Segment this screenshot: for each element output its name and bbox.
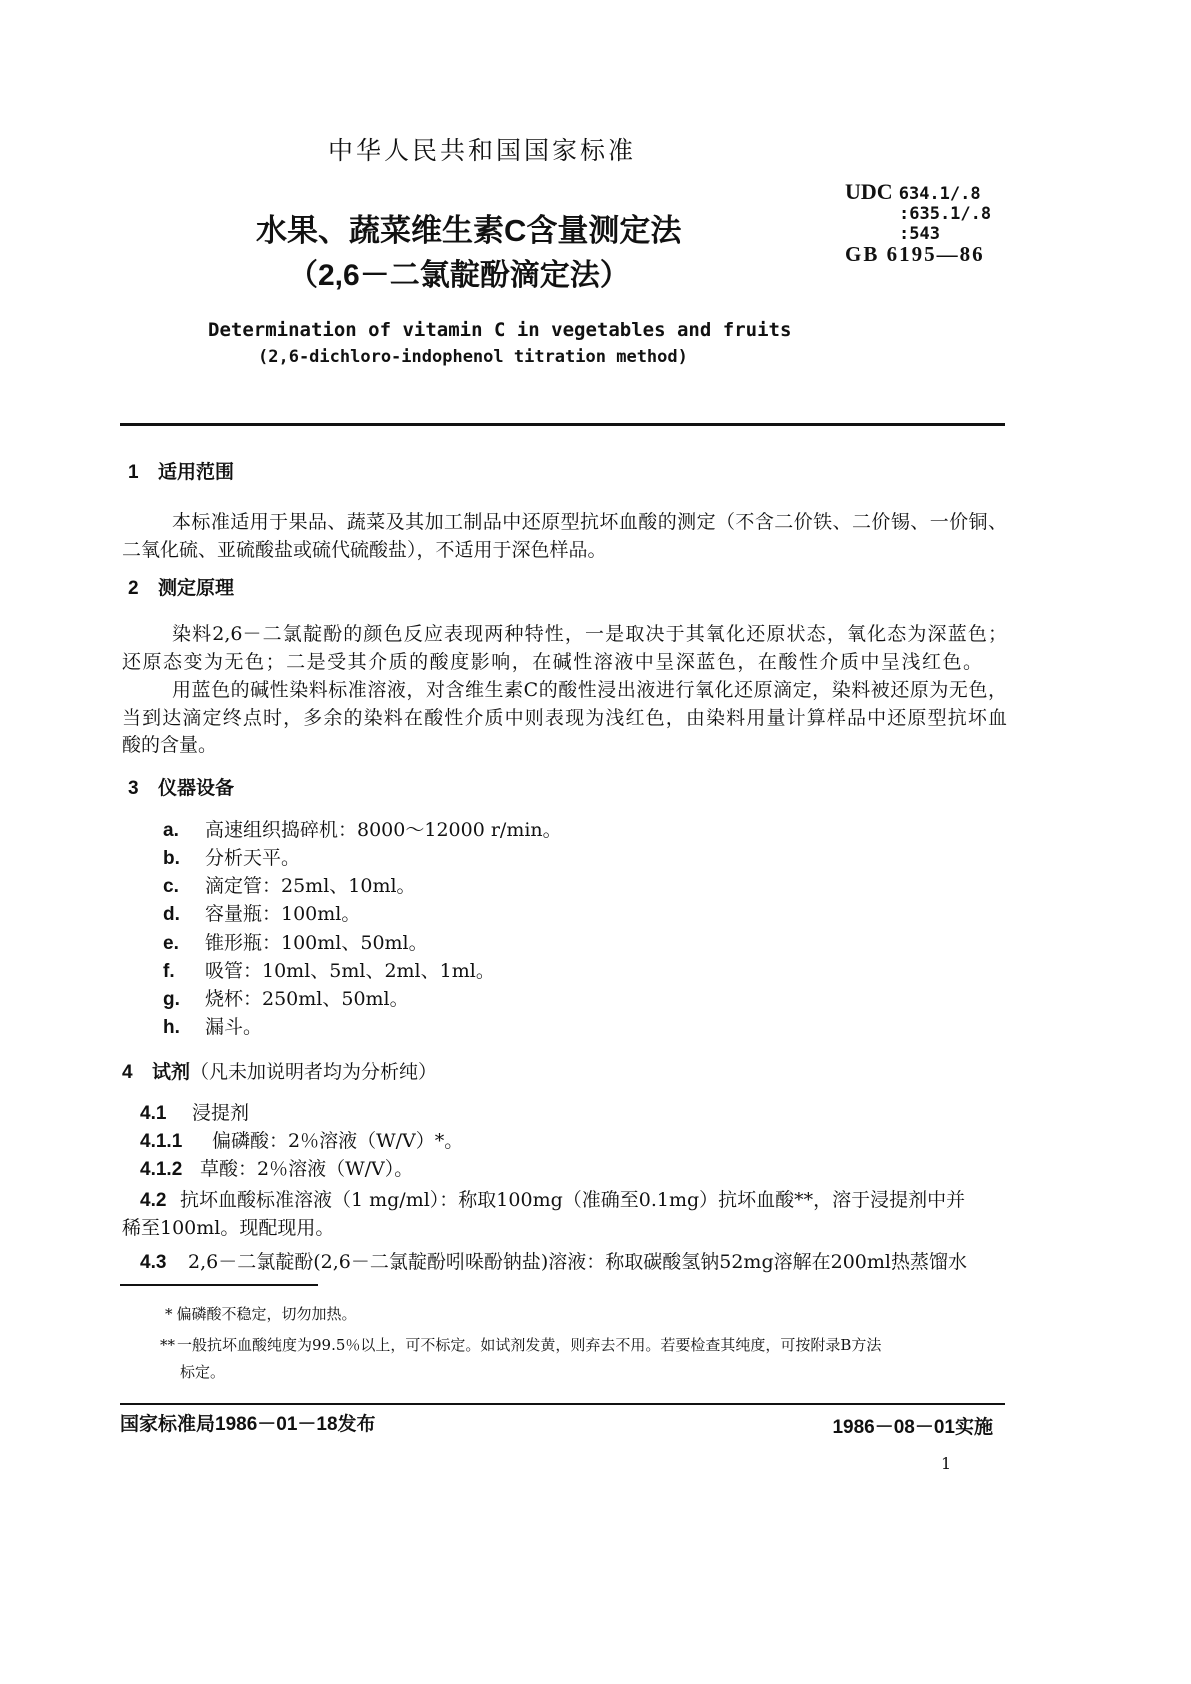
udc-code-1: 634.1/.8 [898,184,981,204]
udc-label: UDC [845,179,893,204]
footnote-2: ** 一般抗坏血酸纯度为99.5％以上，可不标定。如试剂发黄，则弃去不用。若要检查其纯度，可按附录B方法 [160,1336,882,1354]
clause-4-3: 4.3 2,6－二氯靛酚(2,6－二氯靛酚吲哚酚钠盐)溶液：称取碳酸氢钠52mg溶解在200ml热蒸馏水 [140,1251,967,1273]
effective-date: 1986－08－01实施 [832,1417,993,1438]
list-item: d. 容量瓶：100ml。 [163,903,361,925]
section-2-heading: 2 测定原理 [128,578,235,599]
clause-4-2: 4.2 抗坏血酸标准溶液（1 mg/ml）：称取100mg（准确至0.1mg）抗坏血酸**，溶于浸提剂中并 [140,1189,966,1211]
section-1-heading: 1 适用范围 [128,462,235,483]
udc-code-3: :543 [899,224,940,244]
clause-4-2-cont: 稀至100ml。现配现用。 [122,1217,335,1239]
page-number: 1 [941,1454,952,1473]
header-rule [120,423,1005,426]
gb-number: GB 6195—86 [845,242,985,266]
clause-4-1: 4.1 浸提剂 [140,1102,250,1124]
section-3-heading: 3 仪器设备 [128,778,235,799]
list-item: b. 分析天平。 [163,847,301,869]
clause-4-1-1: 4.1.1 偏磷酸：2％溶液（W/V）*。 [140,1130,464,1152]
subtitle-cn: （2,6－二氯靛酚滴定法） [288,259,630,292]
section-1-text: 二氧化硫、亚硫酸盐或硫代硫酸盐），不适用于深色样品。 [122,539,607,561]
udc-code-2: :635.1/.8 [899,204,992,224]
section-2-text: 还原态变为无色；二是受其介质的酸度影响，在碱性溶液中呈深蓝色，在酸性介质中呈浅红色。 [122,651,982,673]
section-1-text: 本标准适用于果品、蔬菜及其加工制品中还原型抗坏血酸的测定（不含二价铁、二价锡、一价铜、 [172,511,1007,533]
section-2-text: 染料2,6－二氯靛酚的颜色反应表现两种特性，一是取决于其氧化还原状态，氧化态为深蓝色； [172,623,1007,645]
section-4-heading: 4 试剂（凡未加说明者均为分析纯） [122,1061,438,1083]
section-2-text: 用蓝色的碱性染料标准溶液，对含维生素C的酸性浸出液进行氧化还原滴定，染料被还原为无色， [172,679,1007,701]
footnote-rule [120,1284,318,1286]
section-2-text: 当到达滴定终点时，多余的染料在酸性介质中则表现为浅红色，由染料用量计算样品中还原型抗坏血 [122,707,1007,729]
title-en: Determination of vitamin C in vegetables and fruits [208,319,792,341]
footer-rule [120,1403,1005,1405]
issue-date: 国家标准局1986－01－18发布 [120,1414,376,1435]
list-item: h. 漏斗。 [163,1016,263,1038]
list-item: a. 高速组织捣碎机：8000～12000 r/min。 [163,819,562,841]
title-cn: 水果、蔬菜维生素C含量测定法 [256,213,682,248]
clause-4-1-2: 4.1.2 草酸：2％溶液（W/V）。 [140,1158,414,1180]
list-item: c. 滴定管：25ml、10ml。 [163,875,416,897]
list-item: g. 烧杯：250ml、50ml。 [163,988,409,1010]
list-item: e. 锥形瓶：100ml、50ml。 [163,932,428,954]
section-2-text: 酸的含量。 [122,734,218,756]
national-standard-heading: 中华人民共和国国家标准 [328,136,637,165]
footnote-2-cont: 标定。 [180,1363,226,1381]
list-item: f. 吸管：10ml、5ml、2ml、1ml。 [163,960,495,982]
subtitle-en: (2,6-dichloro-indophenol titration method) [258,347,688,367]
footnote-1: * 偏磷酸不稳定，切勿加热。 [165,1305,357,1323]
